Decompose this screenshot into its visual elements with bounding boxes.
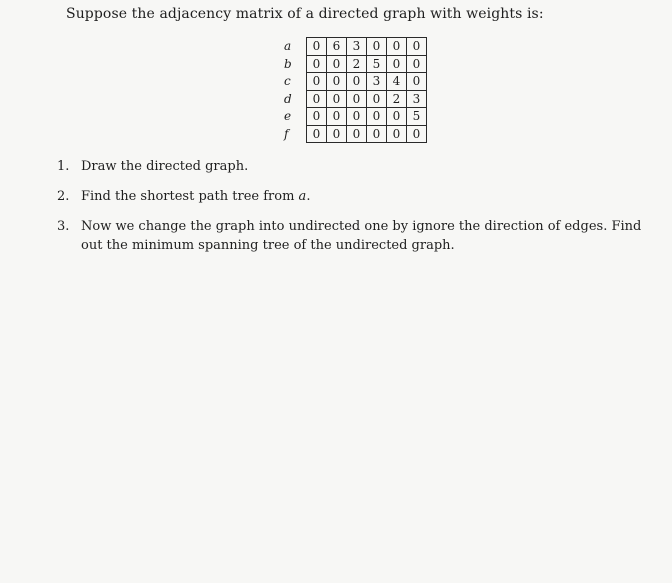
matrix-cell: 0 xyxy=(327,125,347,143)
matrix-cell: 2 xyxy=(387,90,407,108)
matrix-row xyxy=(280,108,427,126)
question-3 xyxy=(57,219,641,234)
matrix-row xyxy=(280,38,427,56)
matrix-cell: 5 xyxy=(407,108,427,126)
matrix-cell: 3 xyxy=(347,38,367,56)
matrix-cell: 0 xyxy=(407,55,427,73)
matrix-cell: 0 xyxy=(307,55,327,73)
matrix-cell: 0 xyxy=(407,125,427,143)
question-number: 3. xyxy=(57,219,70,234)
matrix-cell: 0 xyxy=(367,90,387,108)
matrix-cell: 0 xyxy=(387,55,407,73)
matrix-cell: 0 xyxy=(387,108,407,126)
matrix-row xyxy=(280,90,427,108)
question-text: Draw the directed graph. xyxy=(81,159,249,174)
matrix-cell: 0 xyxy=(327,55,347,73)
matrix-cell: 2 xyxy=(347,55,367,73)
intro-text: Suppose the adjacency matrix of a directed graph with weights is: xyxy=(66,6,544,22)
matrix-cell: 0 xyxy=(347,90,367,108)
matrix-cell: 3 xyxy=(407,90,427,108)
matrix-cell: 3 xyxy=(367,73,387,91)
matrix-row xyxy=(280,125,427,143)
matrix-cell: 0 xyxy=(407,38,427,56)
matrix-cell: 0 xyxy=(307,108,327,126)
matrix-cell: 0 xyxy=(307,73,327,91)
question-1 xyxy=(57,159,248,174)
question-number: 1. xyxy=(57,159,70,174)
matrix-cell: 0 xyxy=(327,73,347,91)
matrix-cell: 0 xyxy=(347,73,367,91)
question-3-continued xyxy=(81,238,455,253)
matrix-cell: 0 xyxy=(367,125,387,143)
adjacency-matrix xyxy=(280,37,427,143)
matrix-cell: 0 xyxy=(387,125,407,143)
matrix-cell: 4 xyxy=(387,73,407,91)
question-text-line-1: Now we change the graph into undirected one by ignore the direction of edges. Find xyxy=(81,219,642,234)
source-vertex: a xyxy=(298,189,307,204)
question-text-line-2: out the minimum spanning tree of the undirected graph. xyxy=(81,238,455,253)
matrix-row xyxy=(280,55,427,73)
matrix-cell: 0 xyxy=(347,108,367,126)
matrix-cell: 0 xyxy=(367,38,387,56)
matrix-row-label: d xyxy=(284,91,292,106)
question-period: . xyxy=(306,189,311,204)
matrix-cell: 0 xyxy=(307,125,327,143)
matrix-cell: 0 xyxy=(347,125,367,143)
matrix-cell: 0 xyxy=(367,108,387,126)
matrix-cell: 0 xyxy=(307,38,327,56)
matrix-row-label: a xyxy=(284,39,292,54)
matrix-cell: 6 xyxy=(327,38,347,56)
matrix-row-label: f xyxy=(284,126,289,141)
matrix-row xyxy=(280,73,427,91)
matrix-cell: 0 xyxy=(407,73,427,91)
question-2 xyxy=(57,189,310,204)
question-number: 2. xyxy=(57,189,70,204)
matrix-cell: 0 xyxy=(387,38,407,56)
matrix-row-label: e xyxy=(284,109,292,124)
matrix-cell: 5 xyxy=(367,55,387,73)
matrix-row-label: c xyxy=(284,74,291,89)
matrix-cell: 0 xyxy=(327,90,347,108)
matrix-row-label: b xyxy=(284,56,292,71)
matrix-cell: 0 xyxy=(327,108,347,126)
matrix-cell: 0 xyxy=(307,90,327,108)
question-text: Find the shortest path tree from xyxy=(81,189,295,204)
